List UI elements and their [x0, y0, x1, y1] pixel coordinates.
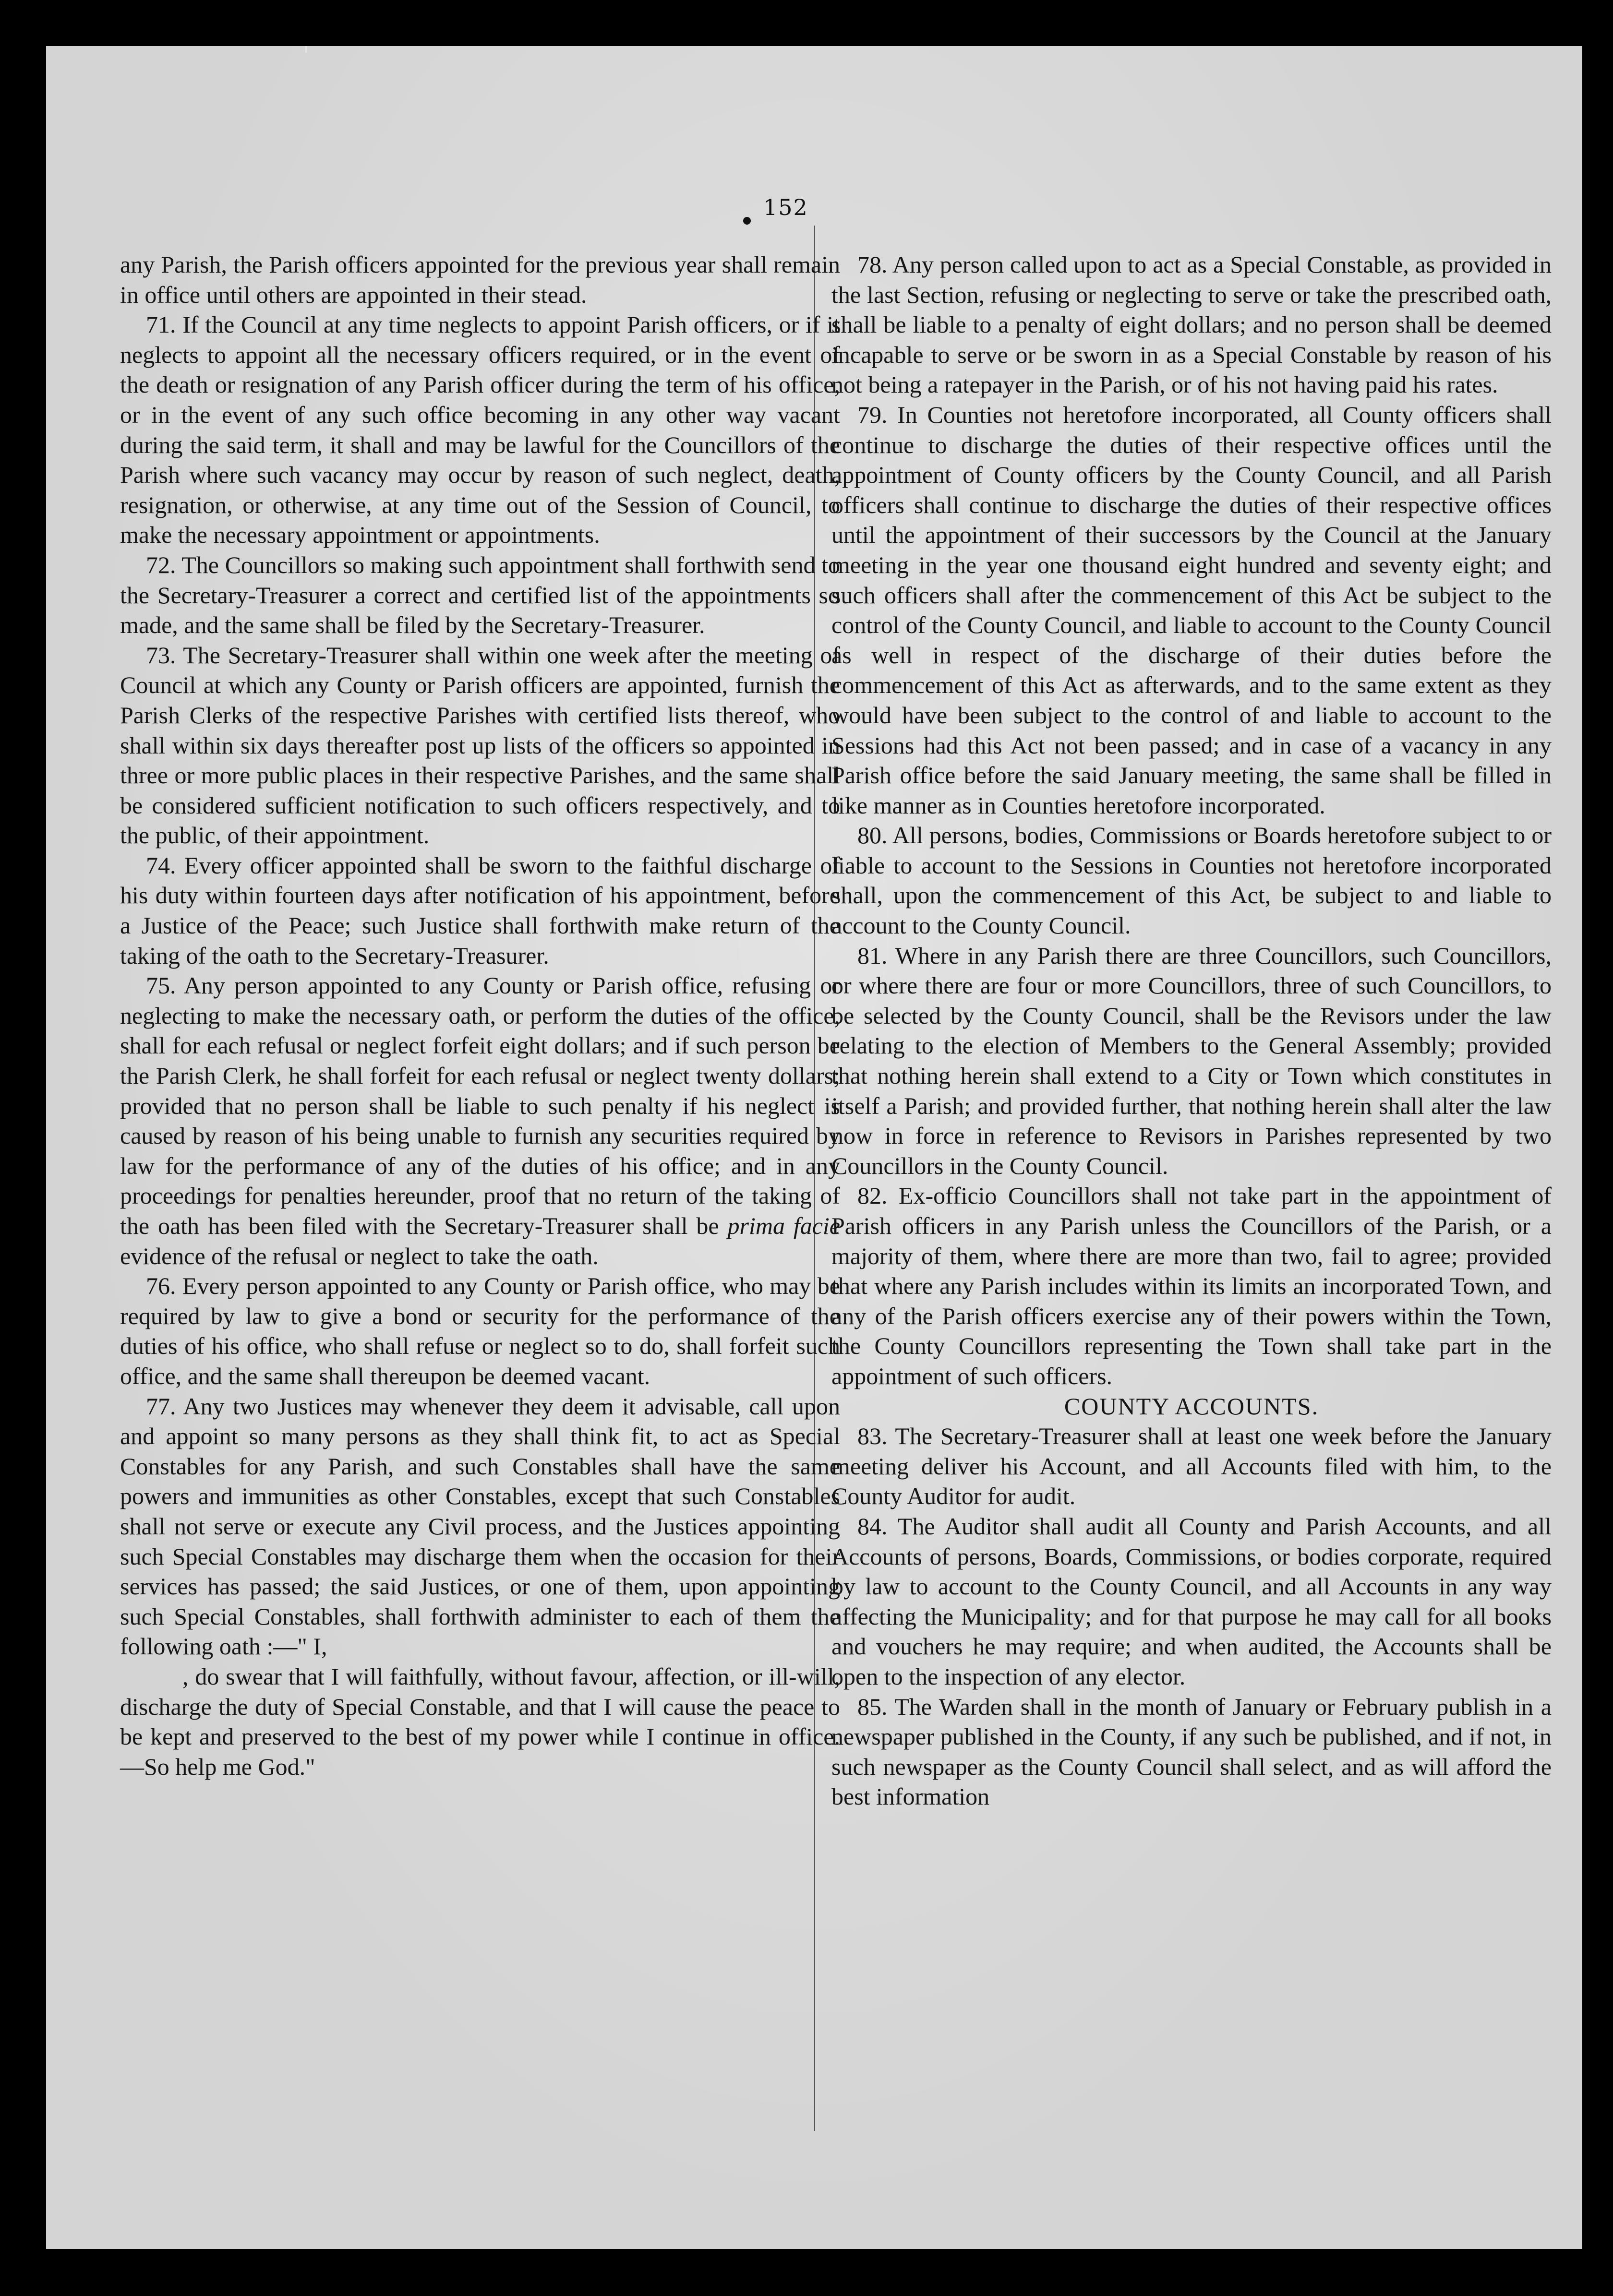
section-75: [120, 970, 840, 1271]
section-75-text-end: evidence of the refusal or neglect to take the oath.: [120, 1242, 599, 1269]
section-77: 77. Any two Justices may whenever they deem it advisable, call upon and appoint so many persons as they shall think fit, to act as Special Constables for any Parish, and such Constables shall have the same powers and immunities as other Constables, except that such Constables shall not serve or execute any Civil process, and the Justices appointing such Special Constables may discharge them when the occasion for their services has passed; the said Justices, or one of them, upon appointing such Special Constables, shall forthwith administer to each of them the following oath :—" I,: [120, 1392, 840, 1660]
section-75-text: 75. Any person appointed to any County or Parish office, refusing or neglecting to make the necessary oath, or perform the duties of the office, shall for each refusal or neglect forfeit eight dollars; and if such person be the Parish Clerk, he shall forfeit for each refusal or neglect twenty dollars; provided that no person shall be liable to such penalty if his neglect is caused by reason of his being unable to furnish any securities required by law for the performance of any of the duties of his office; and in any proceedings for penalties hereunder, proof that no return of the taking of the oath has been filed with the Secretary-Treasurer shall be: [120, 972, 840, 1239]
section-81: 81. Where in any Parish there are three Councillors, such Councillors, or where there are four or more Councillors, three of such Councillors, to be selected by the County Council, shall be the Revisors under the law relating to the election of Members to the General Assembly; provided that nothing herein shall extend to a City or Town which constitutes in itself a Parish; and provided further, that nothing herein shall alter the law now in force in reference to Revisors in Parishes represented by two Councillors in the County Council.: [831, 942, 1552, 1179]
section-73: 73. The Secretary-Treasurer shall within one week after the meeting of Council at which any County or Parish officers are appointed, furnish the Parish Clerks of the respective Parishes with certified lists thereof, who shall within six days thereafter post up lists of the officers so appointed in three or more public places in their respective Parishes, and the same shall be considered sufficient notification to such officers respectively, and to the public, of their appointment.: [120, 641, 840, 849]
section-84: 84. The Auditor shall audit all County and Parish Accounts, and all Accounts of persons, Boards, Commissions, or bodies corporate, required by law to account to the County Council, and all Accounts in any way affecting the Municipality; and for that purpose he may call for all books and vouchers he may require; and when audited, the Accounts shall be open to the inspection of any elector.: [831, 1512, 1552, 1690]
paragraph-continuation: any Parish, the Parish officers appointed for the previous year shall remain in office until others are appointed in their stead.: [120, 251, 840, 308]
section-79: 79. In Counties not heretofore incorporated, all County officers shall continue to discharge the duties of their respective offices until the appointment of County officers by the County Council, and all Parish officers shall continue to discharge the duties of their respective offices until the appointment of their successors by the Council at the January meeting in the year one thousand eight hundred and seventy eight; and such officers shall after the commencement of this Act be subject to the control of the County Council, and liable to account to the County Council as well in respect of the discharge of their duties before the commencement of this Act as afterwards, and to the same extent as they would have been subject to the control of and liable to account to the Sessions had this Act not been passed; and in case of a vacancy in any Parish office before the said January meeting, the same shall be filled in like manner as in Counties heretofore incorporated.: [831, 401, 1552, 819]
section-85: 85. The Warden shall in the month of January or February publish in a newspaper published in the County, if any such be published, and if not, in such newspaper as the County Council shall select, and as will afford the best information: [831, 1693, 1552, 1810]
section-75-italic: prima facie: [727, 1212, 840, 1239]
left-column: [120, 250, 840, 1782]
section-76: 76. Every person appointed to any County or Parish office, who may be required by law to give a bond or security for the performance of the duties of his office, who shall refuse or neglect so to do, shall forfeit such office, and the same shall thereupon be deemed vacant.: [120, 1272, 840, 1389]
section-72: 72. The Councillors so making such appointment shall forthwith send to the Secretary-Treasurer a correct and certified list of the appointments so made, and the same shall be filed by the Secretary-Treasurer.: [120, 551, 840, 639]
scan-speck: [305, 46, 307, 53]
section-71: 71. If the Council at any time neglects to appoint Parish officers, or if it neglects to appoint all the necessary officers required, or in the event of the death or resignation of any Parish officer during the term of his office, or in the event of any such office becoming in any other way vacant during the said term, it shall and may be lawful for the Councillors of the Parish where such vacancy may occur by reason of such neglect, death, resignation, or otherwise, at any time out of the Session of Council, to make the necessary appointment or appointments.: [120, 311, 840, 549]
section-82: 82. Ex-officio Councillors shall not take part in the appointment of Parish officers in any Parish unless the Councillors of the Parish, or a majority of them, where there are more than two, fail to agree; provided that where any Parish includes within its limits an incorporated Town, and any of the Parish officers exercise any of their powers within the Town, the County Councillors representing the Town shall take part in the appointment of such officers.: [831, 1182, 1552, 1389]
section-83: 83. The Secretary-Treasurer shall at least one week before the January meeting deliver his Account, and all Accounts filed with him, to the County Auditor for audit.: [831, 1423, 1552, 1510]
section-heading: COUNTY ACCOUNTS.: [1064, 1392, 1319, 1420]
section-80: 80. All persons, bodies, Commissions or Boards heretofore subject to or liable to account to the Sessions in Counties not heretofore incorporated shall, upon the commencement of this Act, be subject to and liable to account to the County Council.: [831, 822, 1552, 939]
right-column: [831, 250, 1552, 1812]
page-number: 152: [763, 194, 808, 220]
ink-dot: [743, 217, 751, 225]
section-78: 78. Any person called upon to act as a Special Constable, as provided in the last Section, refusing or neglecting to serve or take the prescribed oath, shall be liable to a penalty of eight dollars; and no person shall be deemed incapable to serve or be sworn in as a Special Constable by reason of his not being a ratepayer in the Parish, or of his not having paid his rates.: [831, 251, 1552, 398]
section-77-oath: , do swear that I will faithfully, without favour, affection, or ill-will, discharge the duty of Special Constable, and that I will cause the peace to be kept and preserved to the best of my power while I continue in office.—So help me God.": [120, 1662, 840, 1780]
section-74: 74. Every officer appointed shall be sworn to the faithful discharge of his duty within fourteen days after notification of his appointment, before a Justice of the Peace; such Justice shall forthwith make return of the taking of the oath to the Secretary-Treasurer.: [120, 851, 840, 969]
